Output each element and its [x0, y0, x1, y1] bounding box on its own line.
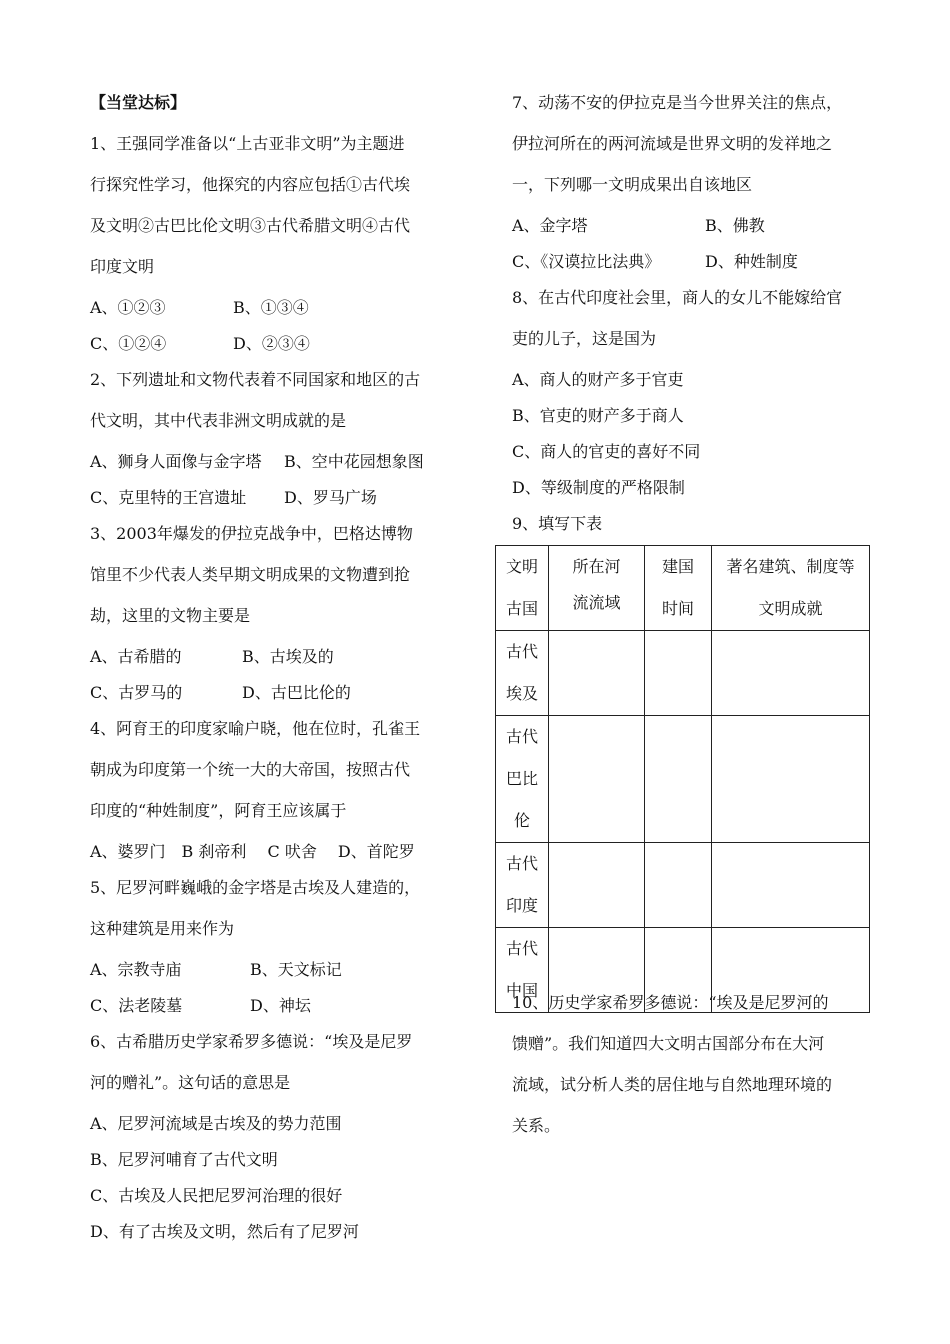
question-3-line: 馆里不少代表人类早期文明成果的文物遭到抢	[90, 565, 411, 584]
option[interactable]: B、空中花园想象图	[284, 452, 424, 471]
question-2-options	[90, 487, 450, 523]
option[interactable]: C、法老陵墓	[90, 996, 183, 1015]
header-river: 所在河 流流域	[549, 546, 645, 631]
question-10-line: 馈赠”。我们知道四大文明古国部分布在大河	[512, 1034, 825, 1053]
row-label-egypt: 古代 埃及	[496, 631, 549, 716]
question-2-options	[90, 451, 450, 487]
table-header-row	[496, 546, 870, 631]
question-8-line: 8、在古代印度社会里，商人的女儿不能嫁给官	[512, 288, 843, 307]
option[interactable]: D、种姓制度	[705, 252, 798, 271]
question-3-options	[90, 682, 450, 718]
answer-cell[interactable]	[712, 631, 870, 716]
question-10-line: 关系。	[512, 1116, 561, 1135]
question-8-option: B、官吏的财产多于商人	[512, 406, 684, 425]
question-8-option: A、商人的财产多于官吏	[512, 370, 684, 389]
table-row	[496, 843, 870, 928]
question-10	[512, 992, 872, 1156]
right-column	[512, 92, 872, 549]
question-6-line: 6、古希腊历史学家希罗多德说：“埃及是尼罗	[90, 1032, 413, 1051]
question-6-option: A、尼罗河流域是古埃及的势力范围	[90, 1114, 342, 1133]
question-10-line: 流域，试分析人类的居住地与自然地理环境的	[512, 1075, 833, 1094]
question-6-option: C、古埃及人民把尼罗河治理的很好	[90, 1186, 343, 1205]
option[interactable]: A、狮身人面像与金字塔	[90, 452, 262, 471]
civilization-table	[495, 545, 870, 1013]
option[interactable]: B、古埃及的	[242, 647, 334, 666]
option[interactable]: D、古巴比伦的	[242, 683, 351, 702]
row-label-india: 古代 印度	[496, 843, 549, 928]
question-7-line: 一，下列哪一文明成果出自该地区	[512, 175, 753, 194]
table-row	[496, 716, 870, 843]
option[interactable]: B、①③④	[233, 298, 309, 317]
answer-cell[interactable]	[549, 843, 645, 928]
option[interactable]: A、金字塔	[512, 216, 588, 235]
question-7-options	[512, 251, 872, 287]
question-5-line: 5、尼罗河畔巍峨的金字塔是古埃及人建造的，	[90, 878, 421, 897]
option[interactable]: C、①②④	[90, 334, 167, 353]
question-7-line: 7、动荡不安的伊拉克是当今世界关注的焦点，	[512, 93, 843, 112]
option[interactable]: D、②③④	[233, 334, 310, 353]
question-4-line: 朝成为印度第一个统一大的大帝国，按照古代	[90, 760, 411, 779]
left-column	[90, 92, 450, 1257]
question-6-line: 河的赠礼”。这句话的意思是	[90, 1073, 291, 1092]
question-5-options	[90, 995, 450, 1031]
option[interactable]: A、①②③	[90, 298, 166, 317]
question-3-options	[90, 646, 450, 682]
question-3-line: 3、2003年爆发的伊拉克战争中，巴格达博物	[90, 524, 413, 543]
question-4-line: 印度的“种姓制度”，阿育王应该属于	[90, 801, 347, 820]
question-4-options: A、婆罗门 B 刹帝利 C 吠舍 D、首陀罗	[90, 842, 415, 861]
question-1-options	[90, 297, 450, 333]
section-heading: 【当堂达标】	[90, 93, 187, 112]
question-4-line: 4、阿育王的印度家喻户晓，他在位时，孔雀王	[90, 719, 421, 738]
option[interactable]: B、天文标记	[250, 960, 342, 979]
question-1-line: 行探究性学习，他探究的内容应包括①古代埃	[90, 175, 411, 194]
option[interactable]: D、罗马广场	[284, 488, 377, 507]
answer-cell[interactable]	[712, 716, 870, 843]
question-5-options	[90, 959, 450, 995]
question-8-option: C、商人的官吏的喜好不同	[512, 442, 701, 461]
option[interactable]: C、《汉谟拉比法典》	[512, 252, 661, 271]
question-3-line: 劫，这里的文物主要是	[90, 606, 251, 625]
option[interactable]: A、宗教寺庙	[90, 960, 182, 979]
question-1-options	[90, 333, 450, 369]
question-6-option: D、有了古埃及文明，然后有了尼罗河	[90, 1222, 359, 1241]
header-founding-time: 建国 时间	[645, 546, 712, 631]
option[interactable]: C、克里特的王宫遗址	[90, 488, 247, 507]
answer-cell[interactable]	[549, 631, 645, 716]
answer-cell[interactable]	[645, 631, 712, 716]
question-8-option: D、等级制度的严格限制	[512, 478, 685, 497]
answer-cell[interactable]	[645, 843, 712, 928]
header-achievements: 著名建筑、制度等 文明成就	[712, 546, 870, 631]
question-7-options	[512, 215, 872, 251]
row-label-china: 古代 中国	[496, 928, 549, 1013]
answer-cell[interactable]	[549, 716, 645, 843]
question-9: 9、填写下表	[512, 514, 603, 533]
answer-cell[interactable]	[645, 716, 712, 843]
option[interactable]: A、古希腊的	[90, 647, 182, 666]
question-1-line: 印度文明	[90, 257, 155, 276]
answer-cell[interactable]	[712, 843, 870, 928]
header-civilization: 文明 古国	[496, 546, 549, 631]
question-1-line: 1、王强同学准备以“上古亚非文明”为主题进	[90, 134, 405, 153]
question-2-line: 代文明，其中代表非洲文明成就的是	[90, 411, 347, 430]
question-7-line: 伊拉河所在的两河流域是世界文明的发祥地之	[512, 134, 833, 153]
question-8-line: 吏的儿子，这是国为	[512, 329, 657, 348]
row-label-babylon: 古代 巴比 伦	[496, 716, 549, 843]
option[interactable]: D、神坛	[250, 996, 311, 1015]
option[interactable]: B、佛教	[705, 216, 765, 235]
question-5-line: 这种建筑是用来作为	[90, 919, 235, 938]
question-1-line: 及文明②古巴比伦文明③古代希腊文明④古代	[90, 216, 411, 235]
question-6-option: B、尼罗河哺育了古代文明	[90, 1150, 278, 1169]
question-10-line: 10、历史学家希罗多德说：“埃及是尼罗河的	[512, 993, 829, 1012]
question-2-line: 2、下列遗址和文物代表着不同国家和地区的古	[90, 370, 421, 389]
option[interactable]: C、古罗马的	[90, 683, 183, 702]
table-row	[496, 631, 870, 716]
